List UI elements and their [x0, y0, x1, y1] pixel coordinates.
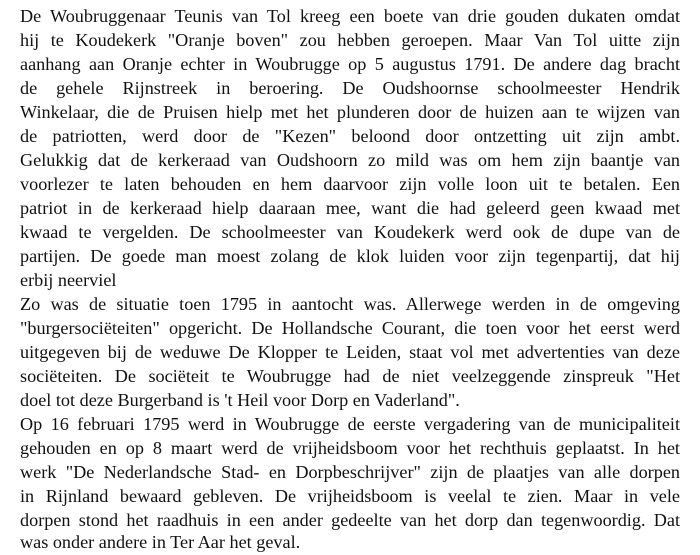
text-line-18: Op 16 februari 1795 werd in Woubrugge de eerste vergadering van de municipaliteit: [20, 414, 680, 434]
text-line-17: doel tot deze Burgerband is 't Heil voor Dorp en Vaderland".: [20, 390, 460, 410]
text-line-13: Zo was de situatie toen 1795 in aantocht was. Allerwege werden in de omgeving: [20, 294, 680, 314]
text-line-10: kwaad te vergelden. De schoolmeester van Koudekerk werd ook de dupe van de: [20, 222, 680, 242]
text-line-15: uitgegeven bij de weduwe De Klopper te Leiden, staat vol met advertenties van deze: [20, 342, 680, 362]
text-line-1: De Woubruggenaar Teunis van Tol kreeg een boete van drie gouden dukaten omdat: [20, 6, 680, 26]
text-line-7: Gelukkig dat de kerkeraad van Oudshoorn zo mild was om hem zijn baantje van: [20, 150, 680, 170]
text-line-23: was onder andere in Ter Aar het geval.: [20, 532, 301, 552]
text-line-4: de gehele Rijnstreek in beroering. De Oudshoornse schoolmeester Hendrik: [20, 78, 680, 98]
text-line-19: gehouden en op 8 maart werd de vrijheidsboom voor het rechthuis geplaatst. In het: [20, 438, 680, 458]
text-line-21: in Rijnland bewaard gebleven. De vrijheidsboom is veelal te zien. Maar in vele: [20, 486, 680, 506]
text-line-6: de patriotten, werd door de "Kezen" beloond door ontzetting uit zijn ambt.: [20, 126, 680, 146]
text-line-5: Winkelaar, die de Pruisen hielp met het plunderen door de huizen aan te wijzen van: [20, 102, 680, 122]
text-line-22: dorpen stond het raadhuis in een ander gedeelte van het dorp dan tegenwoordig. Dat: [20, 510, 680, 530]
text-line-14: "burgersociëteiten" opgericht. De Hollandsche Courant, die toen voor het eerst werd: [20, 318, 680, 338]
text-line-20: werk "De Nederlandsche Stad- en Dorpbeschrijver" zijn de plaatjes van alle dorpen: [20, 462, 680, 482]
text-line-11: partijen. De goede man moest zolang de klok luiden voor zijn tegenpartij, dat hij: [20, 246, 680, 266]
text-line-16: sociëteiten. De sociëteit te Woubrugge had de niet veelzeggende zinspreuk "Het: [20, 366, 680, 386]
text-line-8: voorlezer te laten behouden en hem daarvoor zijn volle loon uit te betalen. Een: [20, 174, 680, 194]
text-line-3: aanhang aan Oranje echter in Woubrugge op 5 augustus 1791. De andere dag bracht: [20, 54, 680, 74]
text-line-9: patriot in de kerkeraad hielp daaraan mee, want die had geleerd geen kwaad met: [20, 198, 680, 218]
text-line-12: erbij neerviel: [20, 270, 117, 290]
text-line-2: hij te Koudekerk "Oranje boven" zou hebben geroepen. Maar Van Tol uitte zijn: [20, 30, 680, 50]
